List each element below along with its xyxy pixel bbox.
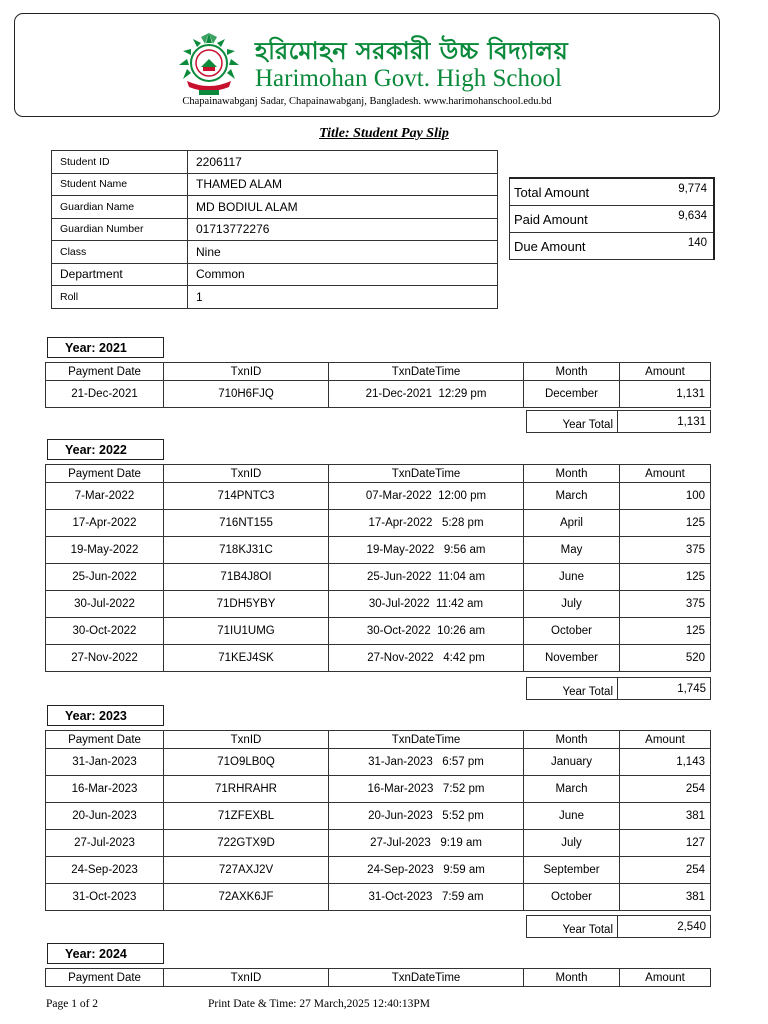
column-header-month: Month: [524, 465, 620, 483]
total-amount-value: 9,774: [606, 178, 714, 206]
column-header-payment-date: Payment Date: [46, 969, 164, 987]
txn-datetime-cell: 30-Oct-2022 10:26 am: [329, 618, 524, 645]
paid-amount-label: Paid Amount: [510, 206, 607, 233]
payment-row: [46, 537, 711, 564]
column-header-txn-datetime: TxnDateTime: [329, 969, 524, 987]
payment-row: [46, 884, 711, 911]
txn-id-cell: 71RHRAHR: [164, 776, 329, 803]
column-header-month: Month: [524, 731, 620, 749]
payment-row: [46, 381, 711, 408]
payment-table-header: [46, 969, 711, 987]
column-header-amount: Amount: [620, 731, 711, 749]
amount-cell: 125: [620, 564, 711, 591]
roll-value: 1: [188, 286, 498, 309]
guardian-name-value: MD BODIUL ALAM: [188, 196, 498, 219]
month-cell: March: [524, 776, 620, 803]
txn-id-cell: 716NT155: [164, 510, 329, 537]
payment-date-cell: 17-Apr-2022: [46, 510, 164, 537]
txn-datetime-cell: 27-Jul-2023 9:19 am: [329, 830, 524, 857]
year-total-row: [527, 678, 711, 700]
column-header-txn-id: TxnID: [164, 969, 329, 987]
payment-date-cell: 24-Sep-2023: [46, 857, 164, 884]
txn-id-cell: 714PNTC3: [164, 483, 329, 510]
txn-id-cell: 718KJ31C: [164, 537, 329, 564]
student-info-row: [52, 286, 498, 309]
payment-date-cell: 20-Jun-2023: [46, 803, 164, 830]
month-cell: September: [524, 857, 620, 884]
txn-datetime-cell: 27-Nov-2022 4:42 pm: [329, 645, 524, 672]
payment-date-cell: 16-Mar-2023: [46, 776, 164, 803]
year-total-row: [527, 411, 711, 433]
amount-cell: 381: [620, 803, 711, 830]
amount-cell: 254: [620, 776, 711, 803]
txn-id-cell: 71KEJ4SK: [164, 645, 329, 672]
year-total-table: [526, 915, 711, 938]
school-name-english: Harimohan Govt. High School: [255, 65, 562, 92]
txn-datetime-cell: 16-Mar-2023 7:52 pm: [329, 776, 524, 803]
payment-date-cell: 21-Dec-2021: [46, 381, 164, 408]
payment-date-cell: 7-Mar-2022: [46, 483, 164, 510]
class-value: Nine: [188, 241, 498, 264]
month-cell: July: [524, 591, 620, 618]
txn-id-cell: 710H6FJQ: [164, 381, 329, 408]
guardian-number-label: Guardian Number: [52, 218, 188, 241]
summary-row: [510, 206, 715, 233]
payment-date-cell: 30-Oct-2022: [46, 618, 164, 645]
amount-cell: 1,143: [620, 749, 711, 776]
student-info-row: [52, 241, 498, 264]
txn-datetime-cell: 21-Dec-2021 12:29 pm: [329, 381, 524, 408]
column-header-amount: Amount: [620, 363, 711, 381]
column-header-amount: Amount: [620, 969, 711, 987]
payment-row: [46, 857, 711, 884]
month-cell: December: [524, 381, 620, 408]
amount-summary-table: [509, 177, 715, 260]
amount-cell: 125: [620, 618, 711, 645]
payment-row: [46, 645, 711, 672]
year-total-table: [526, 677, 711, 700]
payment-date-cell: 27-Jul-2023: [46, 830, 164, 857]
student-info-row: [52, 263, 498, 286]
amount-cell: 100: [620, 483, 711, 510]
payment-row: [46, 618, 711, 645]
total-amount-label: Total Amount: [510, 178, 607, 206]
student-info-row: [52, 196, 498, 219]
year-label: Year: 2021: [47, 337, 164, 358]
payment-row: [46, 564, 711, 591]
summary-row: [510, 178, 715, 206]
column-header-txn-datetime: TxnDateTime: [329, 731, 524, 749]
paid-amount-value: 9,634: [606, 206, 714, 233]
payment-table: [45, 968, 711, 987]
column-header-payment-date: Payment Date: [46, 465, 164, 483]
txn-datetime-cell: 07-Mar-2022 12:00 pm: [329, 483, 524, 510]
student-info-table: [51, 150, 498, 309]
student-info-row: [52, 173, 498, 196]
year-total-table: [526, 410, 711, 433]
month-cell: March: [524, 483, 620, 510]
column-header-month: Month: [524, 363, 620, 381]
txn-datetime-cell: 24-Sep-2023 9:59 am: [329, 857, 524, 884]
payment-table: [45, 362, 711, 408]
payment-row: [46, 830, 711, 857]
payment-table: [45, 464, 711, 672]
student-name-value: THAMED ALAM: [188, 173, 498, 196]
year-total-label: Year Total: [527, 678, 618, 700]
student-id-label: Student ID: [52, 151, 188, 174]
guardian-name-label: Guardian Name: [52, 196, 188, 219]
year-label: Year: 2023: [47, 705, 164, 726]
payment-row: [46, 803, 711, 830]
payment-row: [46, 591, 711, 618]
payment-date-cell: 25-Jun-2022: [46, 564, 164, 591]
school-header: [14, 13, 720, 117]
month-cell: November: [524, 645, 620, 672]
amount-cell: 381: [620, 884, 711, 911]
guardian-number-value: 01713772276: [188, 218, 498, 241]
txn-id-cell: 72AXK6JF: [164, 884, 329, 911]
month-cell: October: [524, 618, 620, 645]
txn-datetime-cell: 31-Jan-2023 6:57 pm: [329, 749, 524, 776]
column-header-payment-date: Payment Date: [46, 363, 164, 381]
amount-cell: 127: [620, 830, 711, 857]
page-title: Title: Student Pay Slip: [319, 126, 449, 141]
year-total-row: [527, 916, 711, 938]
student-name-label: Student Name: [52, 173, 188, 196]
payment-date-cell: 31-Oct-2023: [46, 884, 164, 911]
txn-datetime-cell: 31-Oct-2023 7:59 am: [329, 884, 524, 911]
page-number: Page 1 of 2: [46, 998, 99, 1010]
txn-datetime-cell: 20-Jun-2023 5:52 pm: [329, 803, 524, 830]
month-cell: May: [524, 537, 620, 564]
txn-id-cell: 71IU1UMG: [164, 618, 329, 645]
print-datetime: Print Date & Time: 27 March,2025 12:40:13PM: [208, 998, 431, 1010]
payment-date-cell: 31-Jan-2023: [46, 749, 164, 776]
year-total-value: 1,131: [618, 411, 711, 433]
txn-datetime-cell: 25-Jun-2022 11:04 am: [329, 564, 524, 591]
amount-cell: 375: [620, 591, 711, 618]
txn-datetime-cell: 30-Jul-2022 11:42 am: [329, 591, 524, 618]
payment-table: [45, 730, 711, 911]
column-header-txn-id: TxnID: [164, 363, 329, 381]
department-value: Common: [188, 263, 498, 286]
department-label: Department: [52, 263, 188, 286]
payment-row: [46, 749, 711, 776]
column-header-txn-datetime: TxnDateTime: [329, 363, 524, 381]
roll-label: Roll: [52, 286, 188, 309]
column-header-amount: Amount: [620, 465, 711, 483]
school-name-bengali: হরিমোহন সরকারী উচ্চ বিদ্যালয়: [255, 37, 569, 65]
payment-date-cell: 27-Nov-2022: [46, 645, 164, 672]
student-info-row: [52, 218, 498, 241]
year-total-label: Year Total: [527, 411, 618, 433]
payment-table-header: [46, 363, 711, 381]
amount-cell: 254: [620, 857, 711, 884]
txn-id-cell: 71O9LB0Q: [164, 749, 329, 776]
student-info-row: [52, 151, 498, 174]
month-cell: October: [524, 884, 620, 911]
summary-row: [510, 233, 715, 260]
payment-table-header: [46, 731, 711, 749]
class-label: Class: [52, 241, 188, 264]
year-label: Year: 2022: [47, 439, 164, 460]
txn-id-cell: 71DH5YBY: [164, 591, 329, 618]
payment-row: [46, 776, 711, 803]
amount-cell: 520: [620, 645, 711, 672]
month-cell: April: [524, 510, 620, 537]
year-total-value: 2,540: [618, 916, 711, 938]
amount-cell: 375: [620, 537, 711, 564]
txn-id-cell: 722GTX9D: [164, 830, 329, 857]
column-header-txn-datetime: TxnDateTime: [329, 465, 524, 483]
school-address: Chapainawabganj Sadar, Chapainawabganj, Bangladesh. www.harimohanschool.edu.bd: [182, 96, 552, 107]
column-header-payment-date: Payment Date: [46, 731, 164, 749]
txn-datetime-cell: 17-Apr-2022 5:28 pm: [329, 510, 524, 537]
year-total-value: 1,745: [618, 678, 711, 700]
column-header-txn-id: TxnID: [164, 465, 329, 483]
month-cell: June: [524, 564, 620, 591]
payment-row: [46, 510, 711, 537]
txn-id-cell: 71ZFEXBL: [164, 803, 329, 830]
amount-cell: 1,131: [620, 381, 711, 408]
month-cell: July: [524, 830, 620, 857]
year-label: Year: 2024: [47, 943, 164, 964]
txn-id-cell: 727AXJ2V: [164, 857, 329, 884]
column-header-month: Month: [524, 969, 620, 987]
payment-table-header: [46, 465, 711, 483]
school-crest-icon: [173, 31, 245, 97]
payment-date-cell: 19-May-2022: [46, 537, 164, 564]
payment-row: [46, 483, 711, 510]
due-amount-label: Due Amount: [510, 233, 607, 260]
month-cell: June: [524, 803, 620, 830]
txn-datetime-cell: 19-May-2022 9:56 am: [329, 537, 524, 564]
amount-cell: 125: [620, 510, 711, 537]
column-header-txn-id: TxnID: [164, 731, 329, 749]
payment-date-cell: 30-Jul-2022: [46, 591, 164, 618]
year-total-label: Year Total: [527, 916, 618, 938]
student-id-value: 2206117: [188, 151, 498, 174]
month-cell: January: [524, 749, 620, 776]
due-amount-value: 140: [606, 233, 714, 260]
txn-id-cell: 71B4J8OI: [164, 564, 329, 591]
